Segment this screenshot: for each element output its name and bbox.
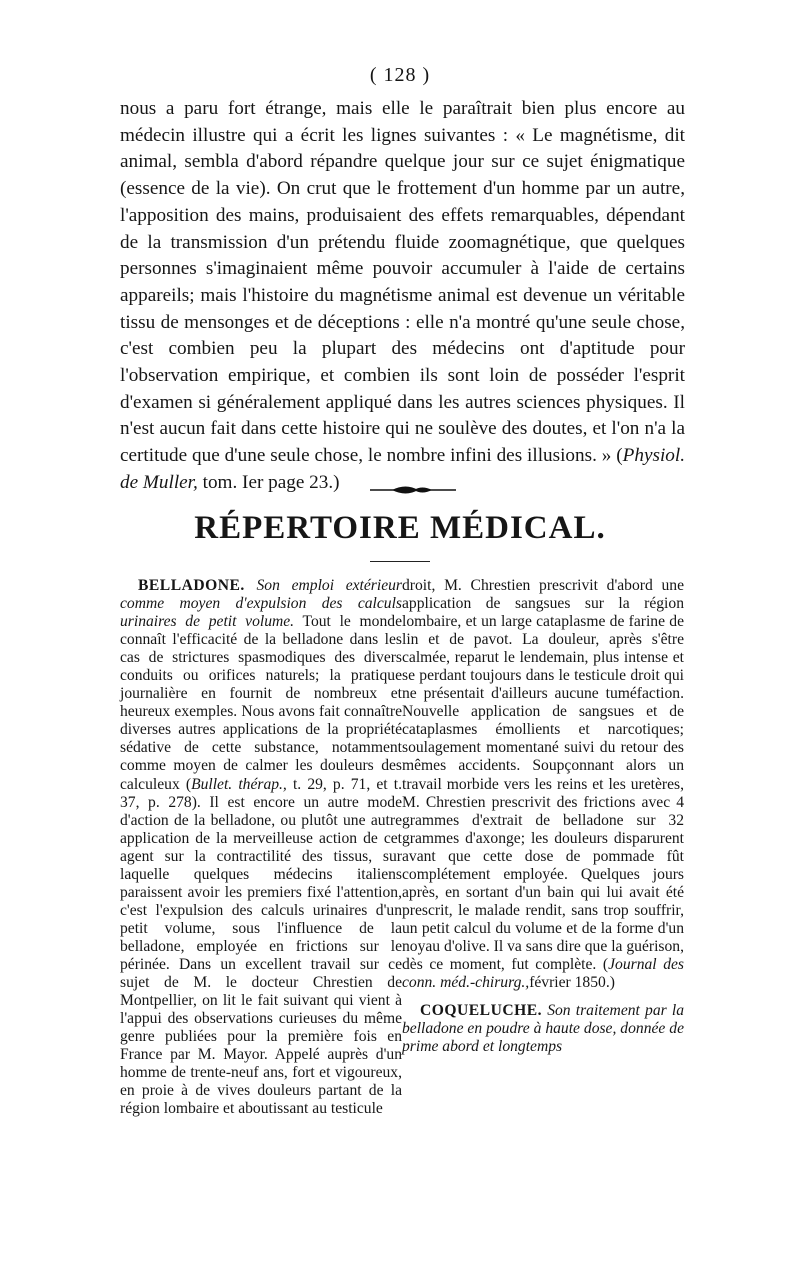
belladone-headword: BELLADONE. bbox=[138, 577, 245, 594]
belladone-ref-2-continued: Journal des conn. méd.-chirurg., bbox=[402, 955, 684, 992]
belladone-article bbox=[120, 577, 402, 1118]
citation-title: Physiol. de Muller, bbox=[120, 445, 685, 493]
right-column bbox=[402, 577, 684, 1056]
coqueluche-article bbox=[402, 1002, 684, 1056]
quoted-passage: nous a paru fort étrange, mais elle le paraîtrait bien plus encore au médecin illustre qui a écrit les lignes suivantes : « Le magnétisme, dit animal, sembla d'abord répandre quelque jour sur ce sujet énigmatique (essence de la vie). On crut que le frottement d'un homme par un autre, l'apposition des mains, produisaient des effets remarquables, dépendant de la transmission d'un prétendu fluide zoomagnétique, que quelques personnes s'imaginaient même pouvoir accumuler à l'aide de certains appareils; mais l'histoire du magnétisme animal est devenue un véritable tissu de mensonges et de déceptions : elle n'a montré qu'une seule chose, c'est combien peu la plupart des médecins ont d'aptitude pour l'observation empirique, et combien ils sont loin de posséder l'esprit d'examen si généralement appliqué dans les autres sciences physiques. Il n'est aucun fait dans cette histoire qui ne soulève des doutes, et l'on n'a la certitude que d'une seule chose, le nombre infini des illusions. » ( bbox=[120, 98, 685, 467]
ornament-divider bbox=[370, 483, 456, 497]
left-column bbox=[120, 577, 402, 1118]
belladone-subtitle: Son emploi extérieur comme moyen d'expulsion des calculs urinaires de petit volume. bbox=[120, 577, 402, 631]
section-title: RÉPERTOIRE MÉDICAL. bbox=[194, 510, 606, 546]
belladone-body-1: Tout le monde connaît l'efficacité de la belladone dans les cas de strictures spasmodiques des divers conduits ou orifices naturels; la pratique journalière en fournit de nombreux et heureux exemples. Nous avons fait connaître diverses autres applications de la propriété sédative de cette substance, notamment comme moyen de calmer les douleurs des calculeux ( bbox=[120, 613, 402, 793]
belladone-body-2: t. 29, p. 71, et t. 37, p. 278). Il est encore un autre mode d'action de la belladone, ou plutôt une autre application de la merveilleuse action de cet agent sur la contractilité des tissus, sur laquelle quelques médecins italiens paraissent avoir les premiers fixé l'attention, c'est l'expulsion des calculs urinaires d'un petit volume, sous l'influence de la belladone, employée en frictions sur le périnée. Dans un excellent travail sur ce sujet de M. le docteur Chrestien de Montpellier, on lit le fait suivant qui vient à l'appui des observations curieuses du même genre publiées pour la première fois en France par M. Mayor. Appelé auprès d'un homme de trente-neuf ans, fort et vigoureux, en proie à de vives douleurs partant de la région lombaire et aboutissant au testicule bbox=[120, 775, 402, 1118]
top-paragraph bbox=[120, 96, 685, 497]
coqueluche-subtitle: Son traitement par la belladone en poudre à haute dose, donnée de prime abord et longtemps bbox=[402, 1002, 684, 1056]
citation-rest: tom. Ier page 23.) bbox=[197, 471, 340, 493]
title-rule bbox=[370, 561, 430, 562]
page-number: ( 128 ) bbox=[369, 64, 431, 86]
belladone-body-2-continued: droit, M. Chrestien prescrivit d'abord une application de sangsues sur la région lombaire, et un large cataplasme de farine de lin et de pavot. La douleur, après s'être calmée, reparut le lendemain, plus intense et se perdant toujours dans le testicule droit qui ne présentait d'ailleurs aucune tuméfaction. Nouvelle application de sangsues et de cataplasmes émollients et narcotiques; soulagement momentané suivi du retour des mêmes accidents. Soupçonnant alors un travail morbide vers les reins et les uretères, M. Chrestien prescrivit des frictions avec 4 grammes d'extrait de belladone sur 32 grammes d'axonge; les douleurs disparurent avant que cette dose de pommade fût complétement employée. Quelques jours après, en sortant d'un bain qui lui avait été prescrit, le malade rendit, sans trop souffrir, un petit calcul du volume et de la forme d'un noyau d'olive. Il va sans dire que la guérison, dès ce moment, fut complète. ( bbox=[402, 577, 684, 973]
belladone-article-continued bbox=[402, 577, 684, 992]
belladone-body-3-continued: février 1850.) bbox=[529, 974, 615, 992]
coqueluche-headword: COQUELUCHE. bbox=[420, 1002, 543, 1020]
belladone-ref-1: Bullet. thérap., bbox=[191, 775, 287, 793]
top-paragraph-text bbox=[120, 96, 685, 497]
